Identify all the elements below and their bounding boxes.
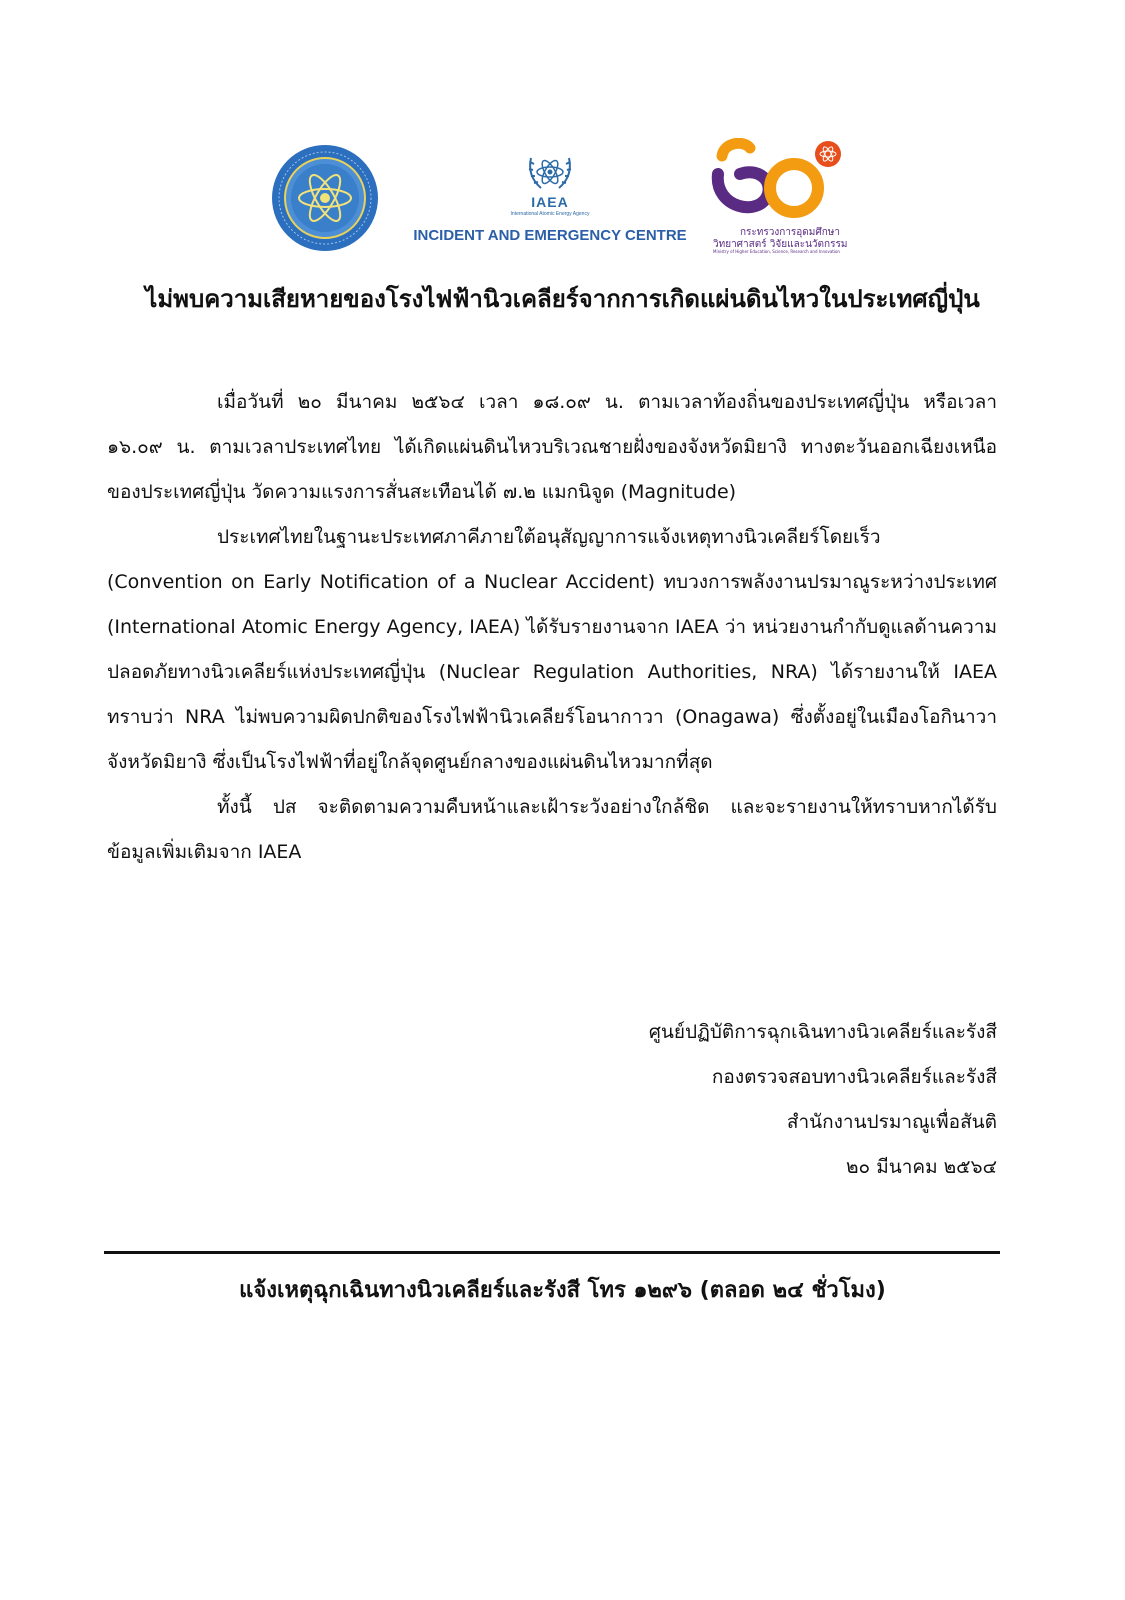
- body-line: จังหวัดมิยางิ ซึ่งเป็นโรงไฟฟ้าที่อยู่ใกล้จุดศูนย์กลางของแผ่นดินไหวมากที่สุด: [107, 751, 713, 773]
- hotline-notice: แจ้งเหตุฉุกเฉินทางนิวเคลียร์และรังสี โทร ๑๒๙๖ (ตลอด ๒๔ ชั่วโมง): [239, 1278, 886, 1303]
- iaea-wordmark: IAEA: [531, 194, 569, 210]
- signature-date: ๒๐ มีนาคม ๒๕๖๔: [846, 1156, 997, 1178]
- document-body: [107, 380, 997, 875]
- mhesi-name-line1: กระทรวงการอุดมศึกษา: [740, 227, 840, 238]
- signature-unit: ศูนย์ปฏิบัติการฉุกเฉินทางนิวเคลียร์และรังสี: [648, 1021, 997, 1043]
- document-title: ไม่พบความเสียหายของโรงไฟฟ้านิวเคลียร์จากการเกิดแผ่นดินไหวในประเทศญี่ปุ่น: [145, 285, 980, 313]
- iaea-logo: [400, 148, 700, 258]
- body-line: (Convention on Early Notification of a Nuclear Accident) ทบวงการพลังงานปรมาณูระหว่างประเทศ: [107, 571, 997, 593]
- iaea-emblem-icon: [523, 148, 577, 196]
- oap-logo: [270, 143, 380, 253]
- body-line: ทั้งนี้ ปส จะติดตามความคืบหน้าและเฝ้าระวังอย่างใกล้ชิด และจะรายงานให้ทราบหากได้รับ: [217, 796, 997, 818]
- signature-division: กองตรวจสอบทางนิวเคลียร์และรังสี: [711, 1066, 997, 1088]
- mhesi-name-line2: วิทยาศาสตร์ วิจัยและนวัตกรรม: [713, 239, 848, 250]
- mhesi-name-english: Ministry of Higher Education, Science, Research and Innovation: [713, 249, 840, 254]
- anniversary-60-icon: [710, 138, 850, 223]
- body-line: ปลอดภัยทางนิวเคลียร์แห่งประเทศญี่ปุ่น (Nuclear Regulation Authorities, NRA) ได้รายงานให้ IAEA: [107, 661, 997, 683]
- signature-office: สำนักงานปรมาณูเพื่อสันติ: [786, 1111, 997, 1133]
- body-line: ทราบว่า NRA ไม่พบความผิดปกติของโรงไฟฟ้านิวเคลียร์โอนากาวา (Onagawa) ซึ่งตั้งอยู่ในเมืองโอกินาวา: [107, 706, 997, 728]
- body-line: ของประเทศญี่ปุ่น วัดความแรงการสั่นสะเทือนได้ ๗.๒ แมกนิจูด (Magnitude): [107, 481, 737, 503]
- body-line: ข้อมูลเพิ่มเติมจาก IAEA: [107, 841, 302, 863]
- body-line: เมื่อวันที่ ๒๐ มีนาคม ๒๕๖๔ เวลา ๑๘.๐๙ น. ตามเวลาท้องถิ่นของประเทศญี่ปุ่น หรือเวลา: [217, 391, 997, 413]
- atom-seal-icon: [270, 143, 380, 253]
- signature-block: [649, 1010, 997, 1190]
- body-line: ๑๖.๐๙ น. ตามเวลาประเทศไทย ได้เกิดแผ่นดินไหวบริเวณชายฝั่งของจังหวัดมิยางิ ทางตะวันออกเฉียงเหนือ: [107, 436, 997, 458]
- iec-label: INCIDENT AND EMERGENCY CENTRE: [413, 227, 687, 244]
- mhesi-logo: [710, 138, 870, 263]
- body-line: ประเทศไทยในฐานะประเทศภาคีภายใต้อนุสัญญาการแจ้งเหตุทางนิวเคลียร์โดยเร็ว: [217, 526, 881, 548]
- iaea-subtitle: International Atomic Energy Agency: [510, 211, 590, 217]
- body-line: (International Atomic Energy Agency, IAEA) ได้รับรายงานจาก IAEA ว่า หน่วยงานกำกับดูแลด้านความ: [107, 616, 997, 638]
- divider: [104, 1251, 1000, 1254]
